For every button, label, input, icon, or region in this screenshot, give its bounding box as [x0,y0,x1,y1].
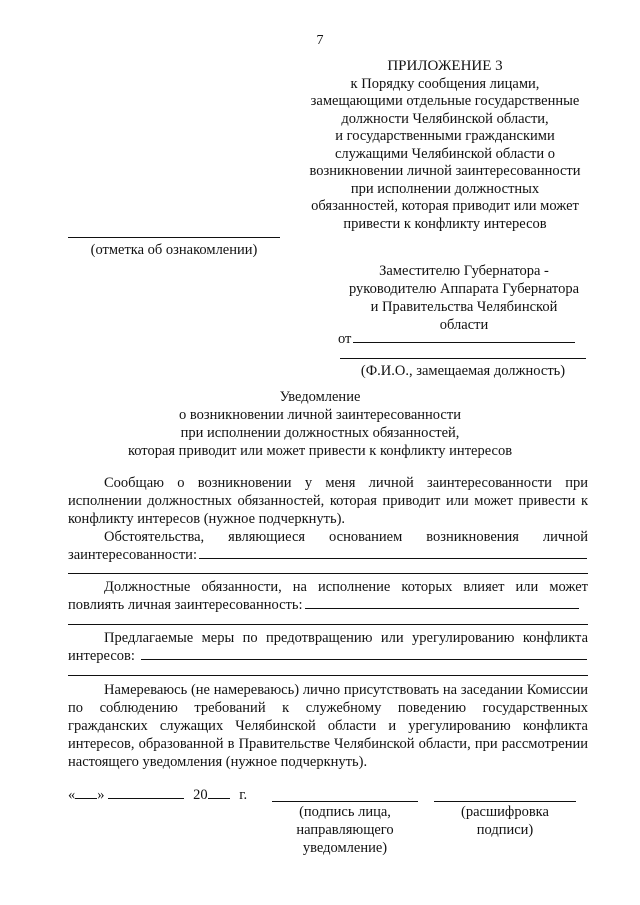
page-number: 7 [316,33,324,48]
from-label: от [338,331,352,347]
signer-label [272,803,418,857]
duties-fill[interactable] [305,596,579,609]
title-line: при исполнении должностных обязанностей, [180,425,460,441]
duties-label: повлиять личная заинтересованность: [68,597,303,613]
circumstances-fill-2[interactable] [68,572,588,574]
measures-fill[interactable] [141,647,587,660]
title-line: Уведомление [279,389,361,405]
title-line: о возникновении личной заинтересованности [179,407,461,423]
duties-line-2 [68,596,588,614]
decode-label [434,803,576,839]
year-prefix: 20 [193,787,208,803]
addressee-line: области [439,317,489,333]
year-suffix: г. [239,787,248,803]
appendix-line: привести к конфликту интересов [343,215,547,232]
signer-label-line: уведомление) [302,840,388,856]
signature-line[interactable] [272,800,418,802]
circumstances-line-1: Обстоятельства, являющиеся основанием возникновения личной [104,529,588,545]
quote-close: » [97,787,105,803]
acknowledgement-line [68,236,280,238]
appendix-line: замещающими отдельные государственные [310,93,580,109]
appendix-line: к Порядку сообщения лицами, [350,75,540,92]
circumstances-line-2 [68,546,588,564]
from-fill-line[interactable] [353,330,575,343]
paragraph-report: Сообщаю о возникновении у меня личной заинтересованности при исполнении должностных обязанностей, которая приводит или может привести к конфликту интересов (нужное подчеркнуть). [68,475,588,527]
decode-label-line: (расшифровка [461,804,549,820]
circumstances-label: заинтересованности: [68,547,197,563]
duties-line-1: Должностные обязанности, на исполнение которых влияет или может [104,579,588,595]
addressee-line: и Правительства Челябинской [370,299,558,315]
document-title [80,388,560,460]
signer-label-line: (подпись лица, [299,804,391,820]
from-row [338,330,586,348]
measures-fill-2[interactable] [68,674,588,676]
appendix-line: и государственными гражданскими [335,128,555,144]
measures-label: интересов: [68,648,135,664]
addressee-line: Заместителю Губернатора - [379,263,549,279]
duties-fill-2[interactable] [68,623,588,625]
decode-line[interactable] [434,800,576,802]
appendix-line: обязанностей, которая приводит или может [311,198,579,214]
fio-label: (Ф.И.О., замещаемая должность) [360,363,566,379]
appendix-block [300,58,590,233]
addressee-block [330,262,598,334]
appendix-line: при исполнении должностных [350,180,540,197]
appendix-line: возникновении личной заинтересованности [309,163,581,179]
paragraph-attendance: Намереваюсь (не намереваюсь) лично присутствовать на заседании Комиссии по соблюдению требований к служебному поведению государственных гражданских служащих Челябинской области и урегулированию конфликта интересов, образованной в Правительстве Челябинской области, при рассмотрении настоящего уведомления (нужное подчеркнуть). [68,682,588,770]
year-fill[interactable] [208,786,230,799]
addressee-line: руководителю Аппарата Губернатора [348,281,580,297]
signer-label-line: направляющего [296,822,394,838]
acknowledgement-label: (отметка об ознакомлении) [90,242,258,258]
month-fill[interactable] [108,786,184,799]
circumstances-fill[interactable] [199,546,587,559]
measures-line-1: Предлагаемые меры по предотвращению или урегулированию конфликта [104,630,588,646]
day-fill[interactable] [75,786,97,799]
title-line: которая приводит или может привести к конфликту интересов [127,443,513,459]
appendix-line: должности Челябинской области, [341,110,549,127]
appendix-heading: ПРИЛОЖЕНИЕ 3 [387,58,503,74]
appendix-line: служащими Челябинской области о [334,145,556,162]
decode-label-line: подписи) [476,822,534,838]
quote-open: « [68,787,76,803]
measures-line-2 [68,647,588,665]
from-fill-line-2[interactable] [340,357,586,359]
